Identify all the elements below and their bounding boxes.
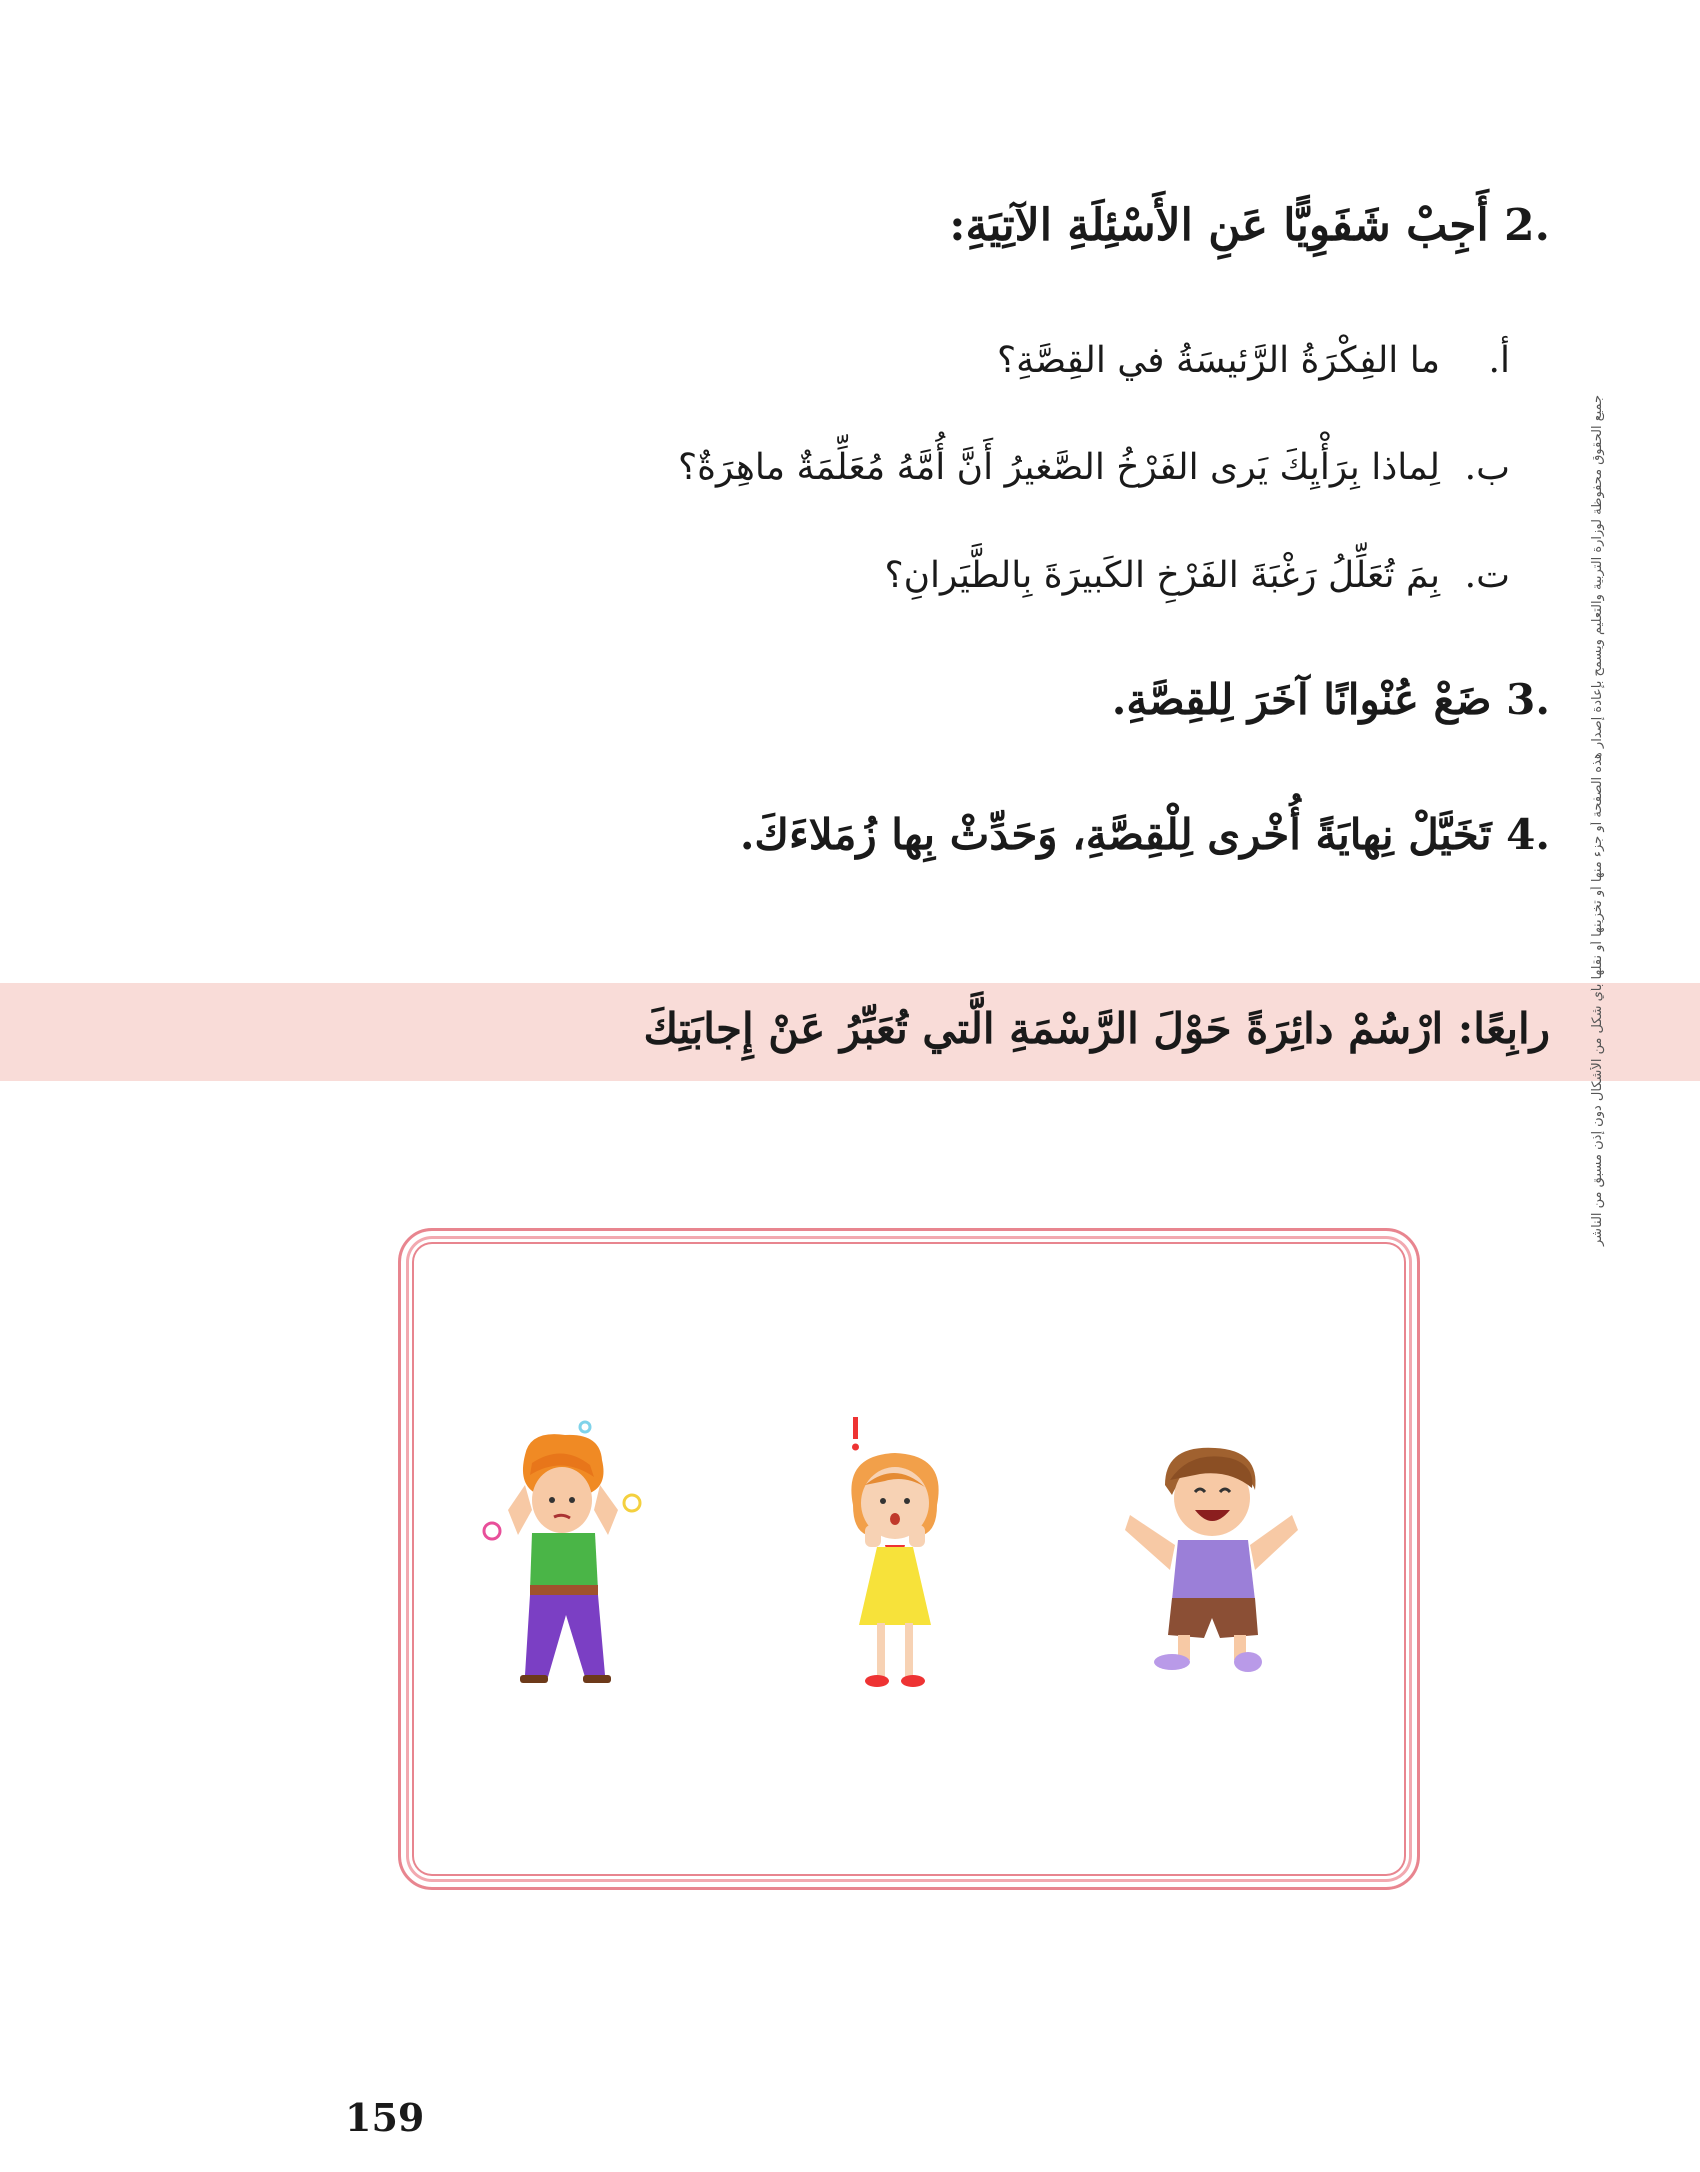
item-text: ما الفِكْرَةُ الرَّئيسَةُ في القِصَّةِ؟: [997, 340, 1440, 381]
confused-boy-figure[interactable]: [470, 1415, 650, 1695]
surprised-girl-figure[interactable]: [825, 1415, 965, 1695]
page-number: 159: [345, 2095, 425, 2140]
item-letter: ب.: [1464, 447, 1510, 488]
question-3: .3 ضَعْ عُنْوانًا آخَرَ لِلقِصَّةِ.: [1111, 675, 1550, 724]
question-2-item-c: [885, 555, 1511, 596]
item-letter: أ.: [1488, 340, 1510, 381]
item-text: بِمَ تُعَلِّلُ رَغْبَةَ الفَرْخِ الكَبيرَةَ بِالطَّيَرانِ؟: [884, 555, 1440, 596]
item-text: لِماذا بِرَأْيِكَ يَرى الفَرْخُ الصَّغيرُ أَنَّ أُمَّهُ مُعَلِّمَةٌ ماهِرَةٌ؟: [678, 447, 1440, 488]
copyright-side-note: جميع الحقوق محفوظة لوزارة التربية والتعليم ويسمح بإعادة إصدار هذه الصفحة أو جزء منها أو تخزينها أو نقلها بأي شكل من الأشكال دون إذن مسبق من الناشر: [1590, 395, 1605, 1247]
question-2-item-a: [997, 340, 1510, 381]
question-4: .4 تَخَيَّلْ نِهايَةً أُخْرى لِلْقِصَّةِ، وَحَدِّثْ بِها زُمَلاءَكَ.: [739, 810, 1550, 859]
item-letter: ت.: [1464, 555, 1510, 596]
question-2-item-b: [678, 447, 1510, 488]
question-2-title: .2 أَجِبْ شَفَوِيًّا عَنِ الأَسْئِلَةِ الآتِيَةِ:: [949, 200, 1550, 251]
section-4-instruction: رابِعًا: ارْسُمْ دائِرَةً حَوْلَ الرَّسْمَةِ الَّتي تُعَبِّرُ عَنْ إِجابَتِكَ: [643, 1004, 1550, 1053]
happy-boy-figure[interactable]: [1120, 1440, 1300, 1680]
